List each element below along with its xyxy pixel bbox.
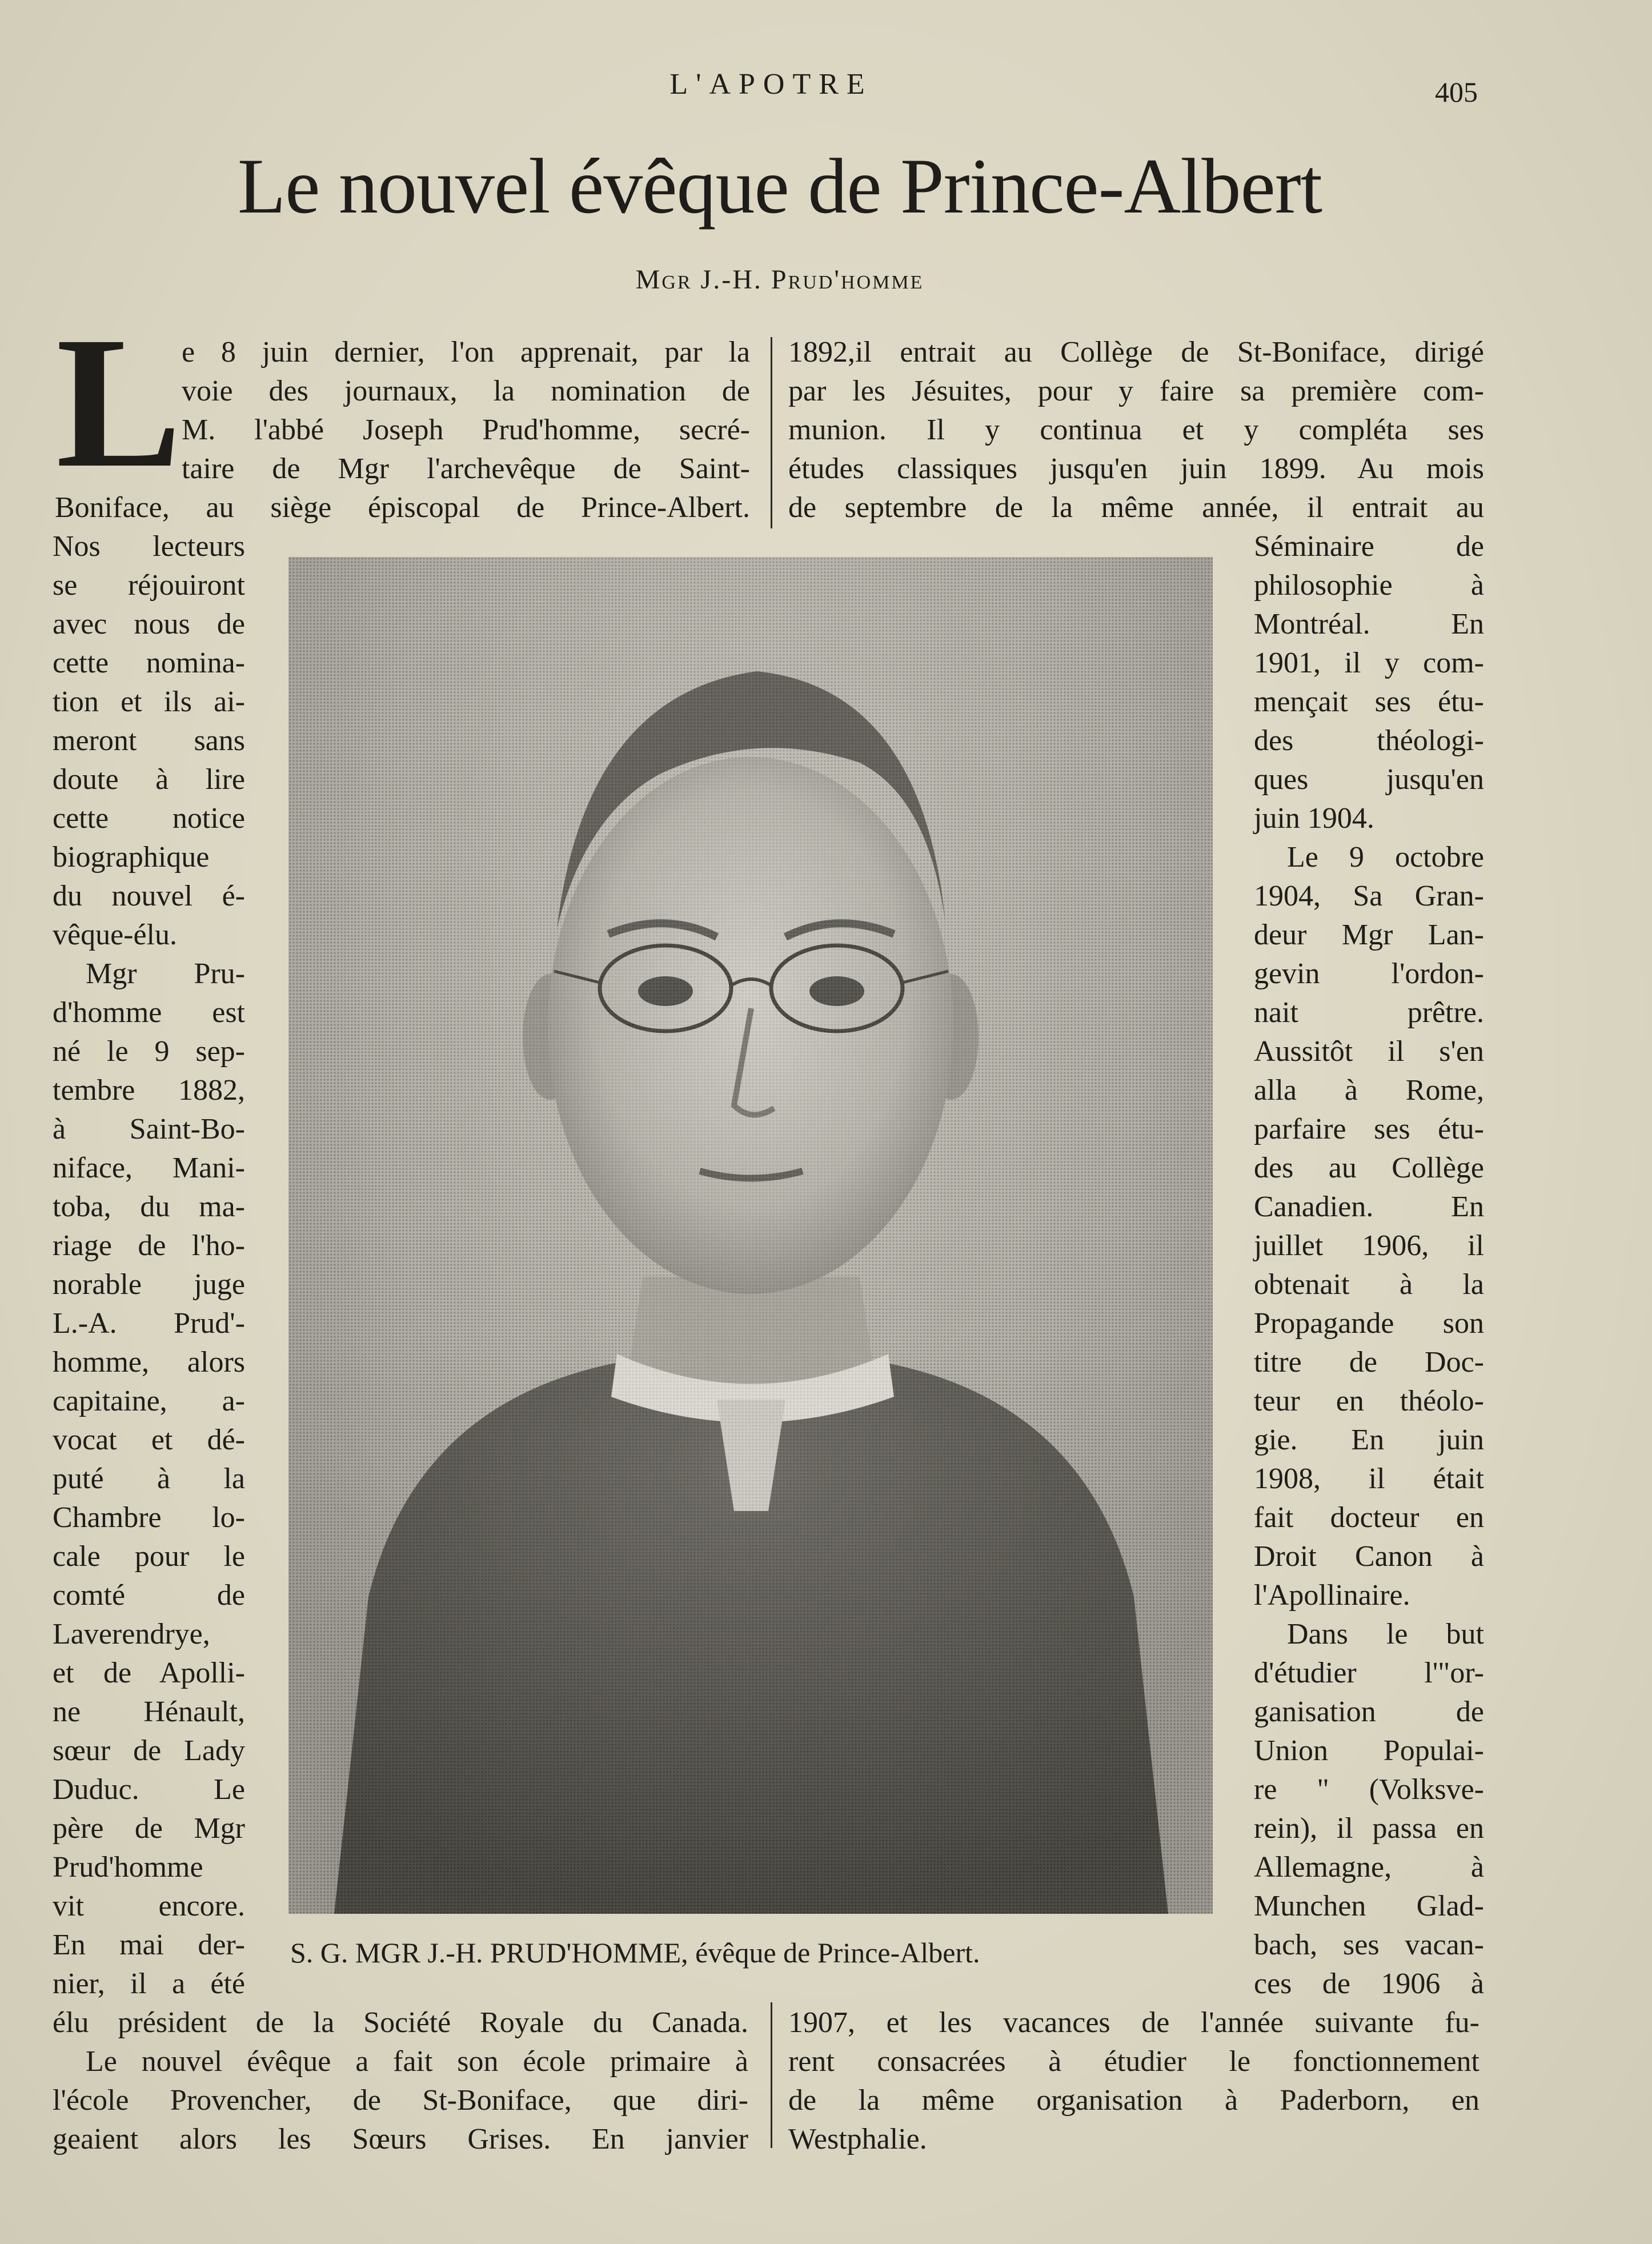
left-column-line: cale pour le bbox=[53, 1540, 245, 1573]
right-column-line: des théologi- bbox=[1254, 724, 1484, 757]
top-right-line: 1892,il entrait au Collège de St-Boniface, dirigé bbox=[788, 336, 1484, 368]
right-column-line: Aussitôt il s'en bbox=[1254, 1035, 1484, 1068]
right-column-line: Allemagne, à bbox=[1254, 1851, 1484, 1884]
left-column-line: père de Mgr bbox=[53, 1812, 245, 1845]
right-column-line: Montréal. En bbox=[1254, 608, 1484, 640]
right-column-line: rein), il passa en bbox=[1254, 1812, 1484, 1845]
running-head: L'APOTRE bbox=[669, 68, 873, 101]
left-column-line: tembre 1882, bbox=[53, 1074, 245, 1107]
left-column-line: sœur de Lady bbox=[53, 1734, 245, 1767]
right-column-line: gie. En juin bbox=[1254, 1424, 1484, 1456]
left-column-line: ne Hénault, bbox=[53, 1696, 245, 1728]
right-column-line: 1908, il était bbox=[1254, 1462, 1484, 1495]
right-column-line: 1901, il y com- bbox=[1254, 647, 1484, 679]
intro-line: voie des journaux, la nomination de bbox=[182, 375, 750, 407]
top-right-line: études classiques jusqu'en juin 1899. Au mois bbox=[788, 452, 1484, 485]
bottom-left-line: geaient alors les Sœurs Grises. En janvier bbox=[53, 2123, 748, 2155]
left-column-line: meront sans bbox=[53, 724, 245, 757]
left-column-line: cette notice bbox=[53, 802, 245, 835]
right-column-line: mençait ses étu- bbox=[1254, 686, 1484, 718]
left-column-line: Nos lecteurs bbox=[53, 530, 245, 563]
intro-line: e 8 juin dernier, l'on apprenait, par la bbox=[182, 336, 750, 368]
left-column-line: capitaine, a- bbox=[53, 1385, 245, 1417]
top-right-line: par les Jésuites, pour y faire sa première com- bbox=[788, 375, 1484, 407]
left-column-line: d'homme est bbox=[53, 996, 245, 1029]
top-right-line: de septembre de la même année, il entrait au bbox=[788, 491, 1484, 524]
left-column-line: né le 9 sep- bbox=[53, 1035, 245, 1068]
right-column-line: d'étudier l'"or- bbox=[1254, 1657, 1484, 1689]
bottom-left-line: l'école Provencher, de St-Boniface, que diri- bbox=[53, 2084, 748, 2117]
photo-caption: S. G. MGR J.-H. PRUD'HOMME, évêque de Prince-Albert. bbox=[290, 1937, 980, 1969]
portrait-photo bbox=[288, 557, 1213, 1914]
right-column-line: nait prêtre. bbox=[1254, 996, 1484, 1029]
right-column-line: re " (Volksve- bbox=[1254, 1773, 1484, 1806]
bottom-right-line: de la même organisation à Paderborn, en bbox=[788, 2084, 1479, 2117]
left-column-line: tion et ils ai- bbox=[53, 686, 245, 718]
intro-line: Boniface, au siège épiscopal de Prince-Albert. bbox=[55, 491, 750, 524]
left-column-line: comté de bbox=[53, 1579, 245, 1612]
right-column-line: alla à Rome, bbox=[1254, 1074, 1484, 1107]
right-column-line: ces de 1906 à bbox=[1254, 1967, 1484, 2000]
article-byline: Mgr J.-H. Prud'homme bbox=[635, 265, 924, 295]
right-column-line: Droit Canon à bbox=[1254, 1540, 1484, 1573]
right-column-line: juin 1904. bbox=[1254, 802, 1374, 835]
left-column-line: riage de l'ho- bbox=[53, 1229, 245, 1262]
right-column-line: bach, ses vacan- bbox=[1254, 1929, 1484, 1961]
right-column-line: ques jusqu'en bbox=[1254, 763, 1484, 796]
left-column-line: Chambre lo- bbox=[53, 1501, 245, 1534]
right-column-line: Séminaire de bbox=[1254, 530, 1484, 563]
right-column-line: obtenait à la bbox=[1254, 1268, 1484, 1301]
left-column-line: vêque-élu. bbox=[53, 919, 178, 951]
right-column-line: des au Collège bbox=[1254, 1152, 1484, 1184]
left-column-line: du nouvel é- bbox=[53, 880, 245, 912]
right-column-line: ganisation de bbox=[1254, 1696, 1484, 1728]
page-number: 405 bbox=[1435, 76, 1478, 108]
left-column-line: vocat et dé- bbox=[53, 1424, 245, 1456]
left-column-line: Duduc. Le bbox=[53, 1773, 245, 1806]
right-column-line: titre de Doc- bbox=[1254, 1346, 1484, 1379]
right-column-line: l'Apollinaire. bbox=[1254, 1579, 1410, 1612]
bottom-right-line: Westphalie. bbox=[788, 2123, 927, 2155]
bottom-left-line: élu président de la Société Royale du Canada. bbox=[53, 2006, 748, 2039]
bottom-right-line: 1907, et les vacances de l'année suivante fu- bbox=[788, 2006, 1479, 2039]
left-column-line: et de Apolli- bbox=[53, 1657, 245, 1689]
article-title: Le nouvel évêque de Prince-Albert bbox=[237, 142, 1322, 230]
left-column-line: Prud'homme bbox=[53, 1851, 203, 1884]
column-rule-bottom bbox=[771, 2002, 772, 2148]
right-column-line: parfaire ses étu- bbox=[1254, 1113, 1484, 1145]
left-column-line: doute à lire bbox=[53, 763, 245, 796]
bottom-left-line: Le nouvel évêque a fait son école primaire à bbox=[86, 2045, 748, 2078]
right-column-line: Canadien. En bbox=[1254, 1191, 1484, 1223]
right-column-line: Munchen Glad- bbox=[1254, 1890, 1484, 1922]
left-column-line: homme, alors bbox=[53, 1346, 245, 1379]
right-column-line: Dans le but bbox=[1287, 1618, 1484, 1650]
left-column-line: se réjouiront bbox=[53, 569, 245, 602]
right-column-line: Union Populai- bbox=[1254, 1734, 1484, 1767]
left-column-line: Mgr Pru- bbox=[86, 957, 245, 990]
right-column-line: Propagande son bbox=[1254, 1307, 1484, 1340]
intro-line: M. l'abbé Joseph Prud'homme, secré- bbox=[182, 414, 750, 446]
left-column-line: nier, il a été bbox=[53, 1967, 245, 2000]
left-column-line: puté à la bbox=[53, 1462, 245, 1495]
right-column-line: 1904, Sa Gran- bbox=[1254, 880, 1484, 912]
left-column-line: avec nous de bbox=[53, 608, 245, 640]
right-column-line: deur Mgr Lan- bbox=[1254, 919, 1484, 951]
column-rule-top bbox=[771, 337, 772, 528]
left-column-line: biographique bbox=[53, 841, 210, 873]
left-column-line: Laverendrye, bbox=[53, 1618, 210, 1650]
left-column-line: toba, du ma- bbox=[53, 1191, 245, 1223]
left-column-line: norable juge bbox=[53, 1268, 245, 1301]
right-column-line: fait docteur en bbox=[1254, 1501, 1484, 1534]
intro-line: taire de Mgr l'archevêque de Saint- bbox=[182, 452, 750, 485]
right-column-line: gevin l'ordon- bbox=[1254, 957, 1484, 990]
left-column-line: vit encore. bbox=[53, 1890, 245, 1922]
bottom-right-line: rent consacrées à étudier le fonctionnement bbox=[788, 2045, 1479, 2078]
left-column-line: En mai der- bbox=[53, 1929, 245, 1961]
right-column-line: juillet 1906, il bbox=[1254, 1229, 1484, 1262]
left-column-line: à Saint-Bo- bbox=[53, 1113, 245, 1145]
left-column-line: cette nomina- bbox=[53, 647, 245, 679]
right-column-line: philosophie à bbox=[1254, 569, 1484, 602]
left-column-line: niface, Mani- bbox=[53, 1152, 245, 1184]
right-column-line: teur en théolo- bbox=[1254, 1385, 1484, 1417]
drop-cap: L bbox=[56, 298, 182, 507]
left-column-line: L.-A. Prud'- bbox=[53, 1307, 245, 1340]
top-right-line: munion. Il y continua et y compléta ses bbox=[788, 414, 1484, 446]
right-column-line: Le 9 octobre bbox=[1287, 841, 1484, 873]
